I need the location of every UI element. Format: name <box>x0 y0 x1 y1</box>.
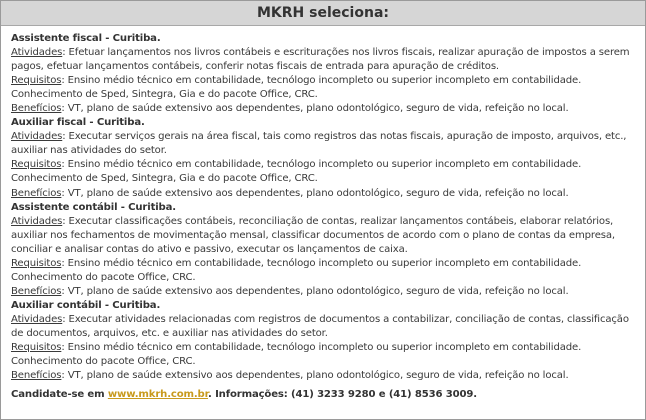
job-requirements <box>11 158 635 186</box>
requirements-label: Requisitos <box>11 257 62 269</box>
apply-footer <box>11 388 635 402</box>
job-listing <box>11 299 635 383</box>
job-listing <box>11 32 635 116</box>
job-activities <box>11 46 635 74</box>
activities-text: : Executar serviços gerais na área fiscal, tais como registros das notas fiscais, apuração de imposto, arquivos, etc., auxiliar nas atividades do setor. <box>11 131 627 157</box>
benefits-label: Benefícios <box>11 285 62 297</box>
activities-label: Atividades <box>11 47 63 59</box>
job-title: Auxiliar contábil - Curitiba. <box>11 299 161 311</box>
requirements-label: Requisitos <box>11 75 62 87</box>
benefits-text: : VT, plano de saúde extensivo aos dependentes, plano odontológico, seguro de vida, refeição no local. <box>61 187 569 199</box>
benefits-label: Benefícios <box>11 187 62 199</box>
job-activities <box>11 130 635 158</box>
panel-header <box>1 1 645 26</box>
job-activities <box>11 215 635 257</box>
job-title: Auxiliar fiscal - Curitiba. <box>11 117 145 129</box>
job-activities <box>11 313 635 341</box>
panel-content <box>1 26 645 402</box>
benefits-label: Benefícios <box>11 103 62 115</box>
job-title: Assistente fiscal - Curitiba. <box>11 33 161 44</box>
requirements-label: Requisitos <box>11 342 62 354</box>
requirements-text: : Ensino médio técnico em contabilidade, tecnólogo incompleto ou superior incompleto em contabilidade. Conhecimento de Sped, Sintegra, Gia e do pacote Office, CRC. <box>11 159 582 185</box>
job-listing <box>11 201 635 299</box>
activities-label: Atividades <box>11 131 63 143</box>
activities-label: Atividades <box>11 215 63 227</box>
activities-text: : Executar classificações contábeis, reconciliação de contas, realizar lançamentos contábeis, elaborar relatórios, auxiliar nos fechamentos de movimentação mensal, classificar documentos de acordo com o plano de contas da empresa, conciliar e analisar contas do ativo e passivo, executar os lançamentos de caixa. <box>11 215 615 255</box>
website-link[interactable]: www.mkrh.com.br <box>107 389 209 401</box>
job-listing <box>11 116 635 200</box>
job-title: Assistente contábil - Curitiba. <box>11 201 176 213</box>
footer-prefix: Candidate-se em <box>11 389 108 401</box>
activities-label: Atividades <box>11 313 63 325</box>
job-requirements <box>11 74 635 102</box>
benefits-text: : VT, plano de saúde extensivo aos dependentes, plano odontológico, seguro de vida, refeição no local. <box>61 103 569 115</box>
job-benefits <box>11 285 635 299</box>
requirements-text: : Ensino médio técnico em contabilidade, tecnólogo incompleto ou superior incompleto em contabilidade. Conhecimento de Sped, Sintegra, Gia e do pacote Office, CRC. <box>11 75 582 101</box>
benefits-label: Benefícios <box>11 370 62 382</box>
requirements-text: : Ensino médio técnico em contabilidade, tecnólogo incompleto ou superior incompleto em contabilidade. Conhecimento do pacote Office, CRC. <box>11 257 582 283</box>
job-requirements <box>11 257 635 285</box>
benefits-text: : VT, plano de saúde extensivo aos dependentes, plano odontológico, seguro de vida, refeição no local. <box>61 370 569 382</box>
benefits-text: : VT, plano de saúde extensivo aos dependentes, plano odontológico, seguro de vida, refeição no local. <box>61 285 569 297</box>
job-benefits <box>11 369 635 383</box>
job-benefits <box>11 102 635 116</box>
job-requirements <box>11 341 635 369</box>
panel-title: MKRH seleciona: <box>256 5 389 21</box>
job-benefits <box>11 187 635 201</box>
activities-text: : Executar atividades relacionadas com registros de documentos a contabilizar, conciliação de contas, classificação de documentos, arquivos, etc. e auxiliar nas atividades do setor. <box>11 313 629 339</box>
activities-text: : Efetuar lançamentos nos livros contábeis e escriturações nos livros fiscais, realizar apuração de impostos a serem pagos, efetuar lançamentos contábeis, conferir notas fiscais de entrada para apuração de créditos. <box>11 47 630 73</box>
footer-contact: . Informações: (41) 3233 9280 e (41) 8536 3009. <box>208 389 477 401</box>
requirements-text: : Ensino médio técnico em contabilidade, tecnólogo incompleto ou superior incompleto em contabilidade. Conhecimento do pacote Office, CRC. <box>11 342 582 368</box>
requirements-label: Requisitos <box>11 159 62 171</box>
